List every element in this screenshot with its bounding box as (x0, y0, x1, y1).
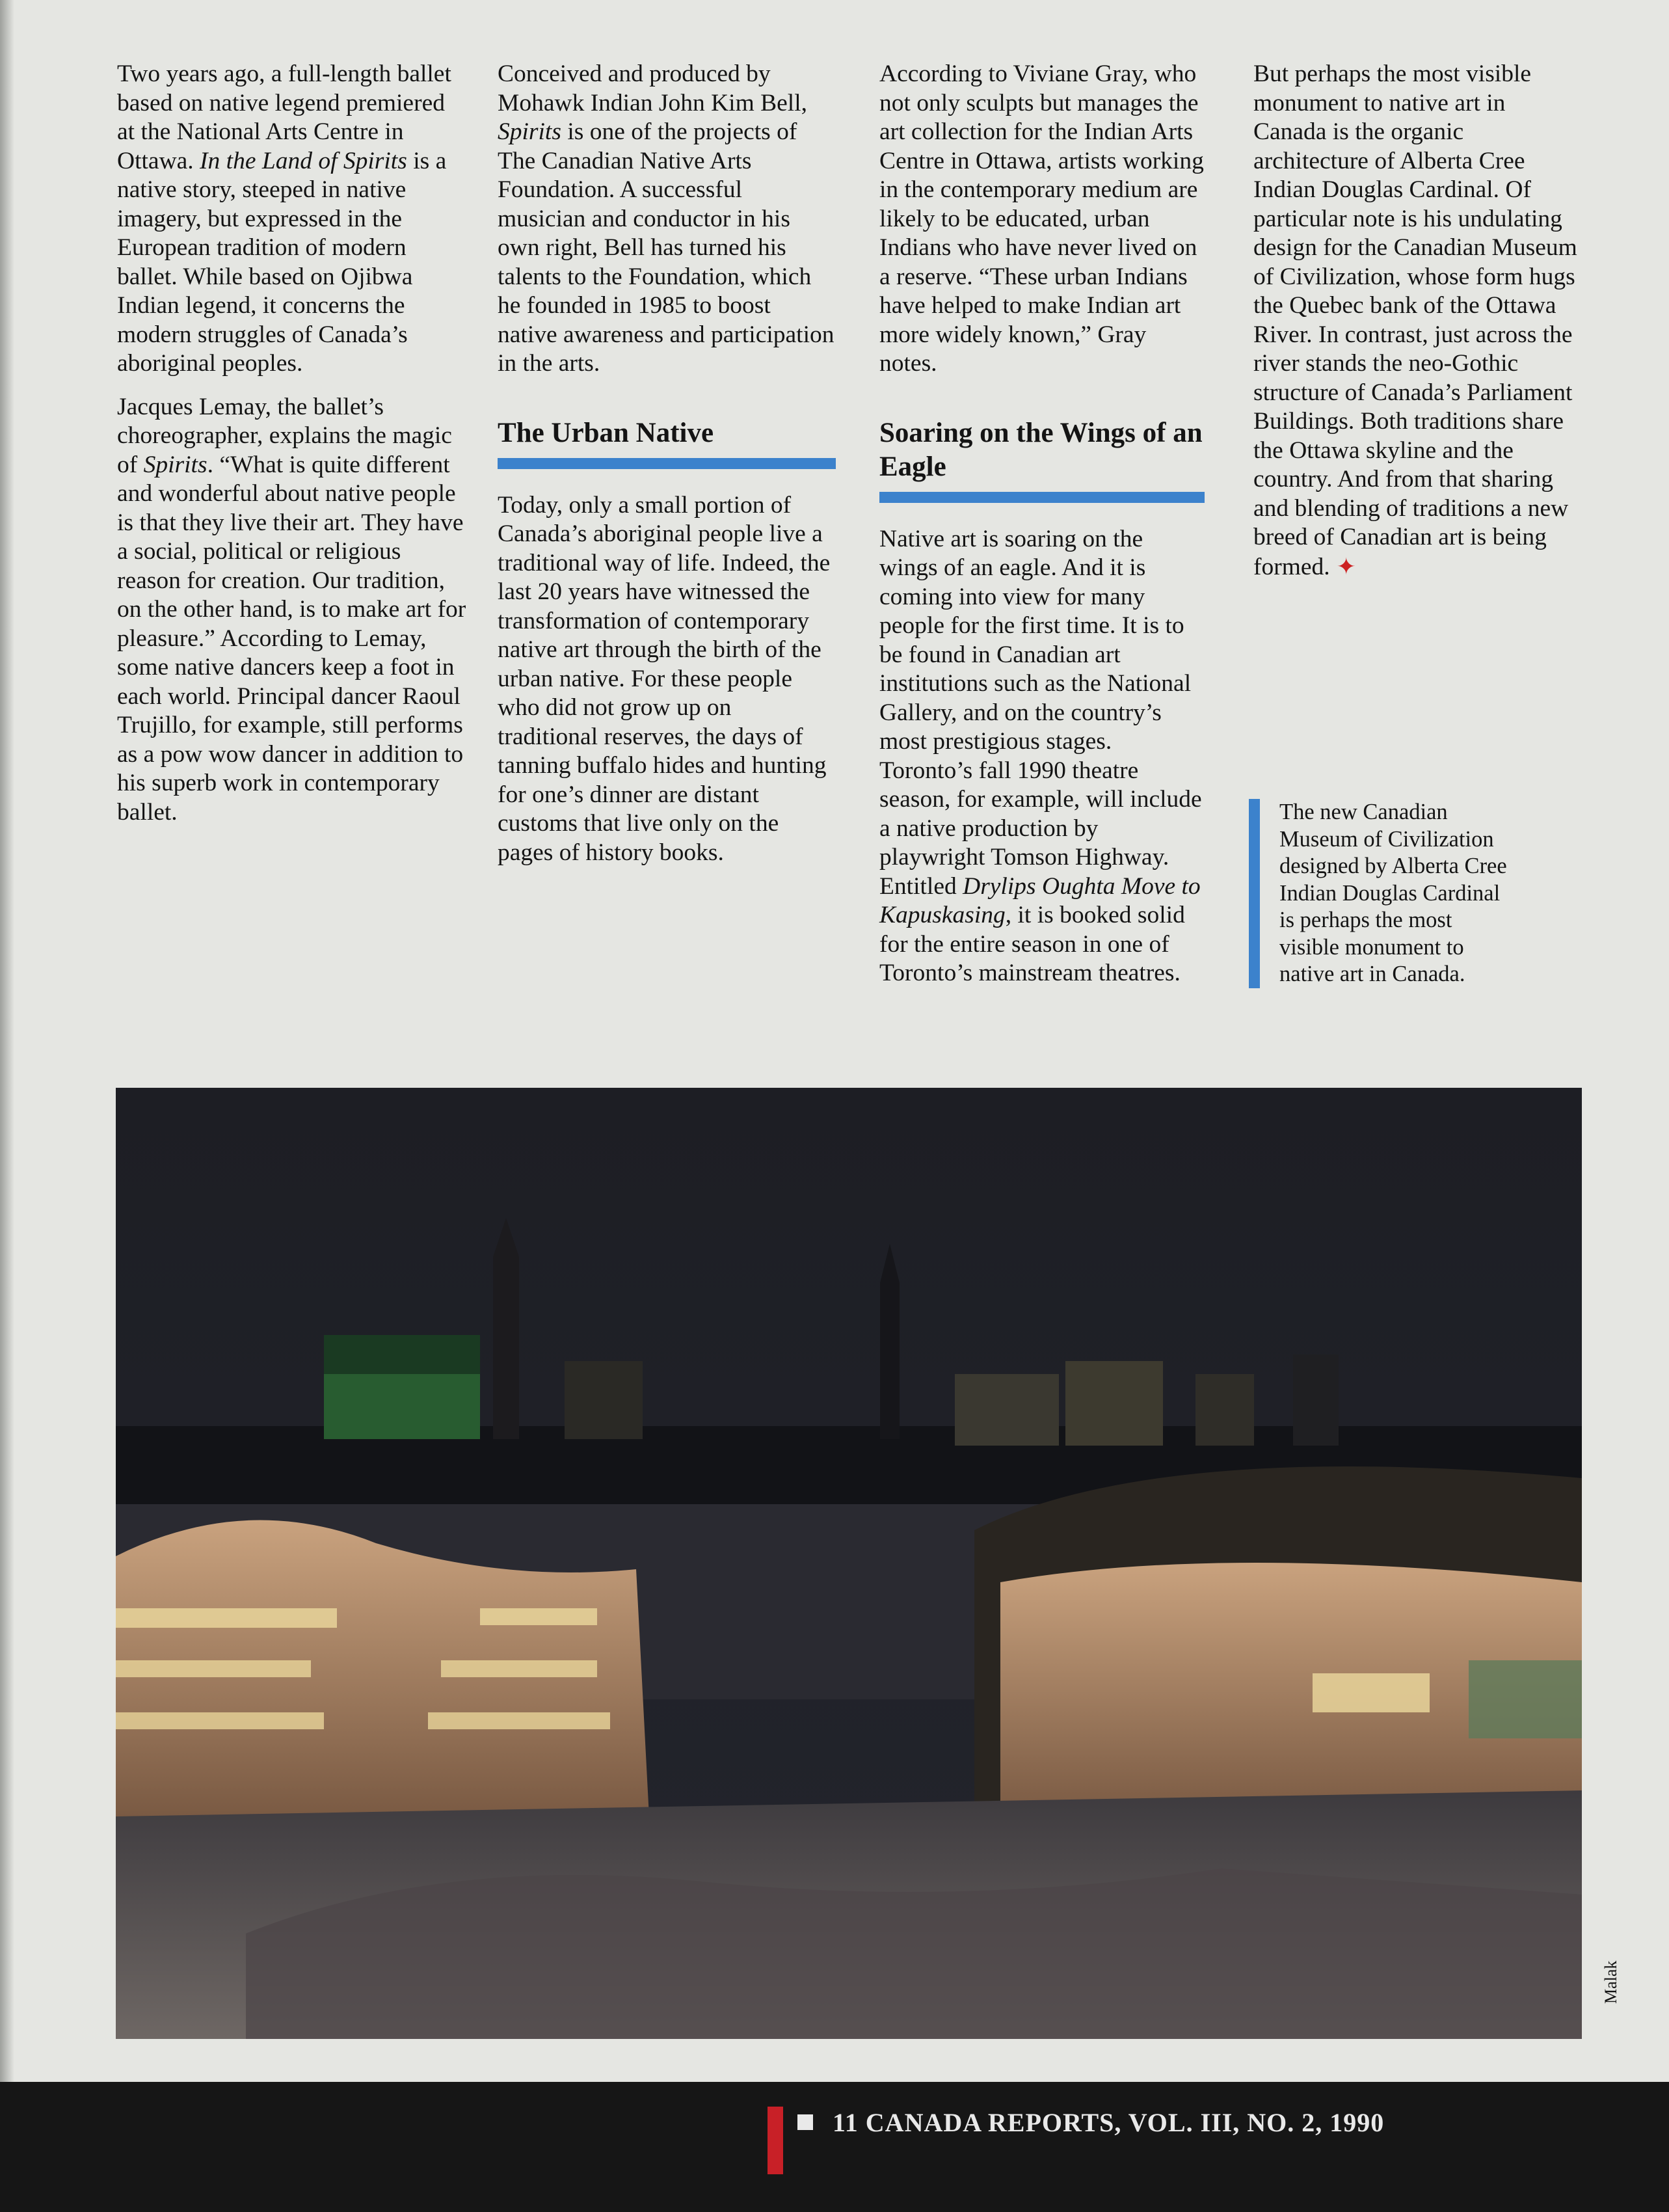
paragraph: But perhaps the most visible monument to native art in Canada is the organic architecture of Alberta Cree Indian Douglas Cardinal. Of particular note is his undulating design for the Canadian Museum of Civilization, whose form hugs the Quebec bank of the Ottawa River. In contrast, just across the river stands the neo-Gothic structure of Canada’s Parliament Buildings. Both traditions share the Ottawa skyline and the country. And from that sharing and blending of traditions a new breed of Canadian art is being formed. ✦ (1253, 61, 1577, 580)
maple-leaf-icon: ✦ (1336, 553, 1356, 580)
article-column-2 (498, 60, 836, 882)
museum-night-photo (116, 1088, 1582, 2039)
footer-red-bar (768, 2107, 783, 2174)
paragraph: Two years ago, a full-length ballet based on native legend premiered at the National Arts Centre in Ottawa. In the Land of Spirits is a native story, steeped in native imagery, but expressed in the European tradition of modern ballet. While based on Ojibwa Indian legend, it concerns the modern struggles of Canada’s aboriginal peoples. (117, 61, 451, 377)
paragraph: Jacques Lemay, the ballet’s choreographer, explains the magic of Spirits. “What is quite different and wonderful about native people is that they live their art. They have a social, political or religious reason for creation. Our tradition, on the other hand, is to make art for pleasure.” According to Lemay, some native dancers keep a foot in each world. Principal dancer Raoul Trujillo, for example, still performs as a pow wow dancer in addition to his superb work in contemporary ballet. (117, 393, 466, 826)
museum-illustration (116, 1088, 1582, 2039)
paragraph: Today, only a small portion of Canada’s aboriginal people live a traditional way of life. Indeed, the last 20 years have witnessed the transformation of contemporary native art through the birth of the urban native. For these people who did not grow up on traditional reserves, the days of tanning buffalo hides and hunting for one’s dinner are distant customs that live only on the pages of history books. (498, 491, 831, 866)
museum-exhibition-wing (974, 1466, 1582, 1816)
article-column-1 (117, 60, 468, 841)
footer-band (0, 2082, 1669, 2212)
photo-caption: The new Canadian Museum of Civilization designed by Alberta Cree Indian Douglas Cardinal is perhaps the most visible monument to native art in Canada. (1249, 799, 1514, 988)
paragraph: According to Viviane Gray, who not only sculpts but manages the art collection for the Indian Arts Centre in Ottawa, artists working in the contemporary medium are likely to be educated, urban Indians who have never lived on a reserve. “These urban Indians have helped to make Indian art more widely known,” Gray notes. (879, 61, 1204, 377)
article-column-4 (1253, 60, 1582, 596)
article-column-3 (879, 60, 1205, 1003)
paragraph: Native art is soaring on the wings of an eagle. And it is coming into view for many people for the first time. It is to be found in Canadian art institutions such as the National Gallery, and on the country’s most prestigious stages. Toronto’s fall 1990 theatre season, for example, will include a native production by playwright Tomson Highway. Entitled Drylips Oughta Move to Kapuskasing, it is booked solid for the entire season in one of Toronto’s mainstream theatres. (879, 525, 1202, 986)
page-footer: 11 CANADA REPORTS, VOL. III, NO. 2, 1990 (833, 2108, 1385, 2137)
section-heading-soaring: Soaring on the Wings of an Eagle (879, 416, 1205, 503)
paragraph: Conceived and produced by Mohawk Indian John Kim Bell, Spirits is one of the projects of The Canadian Native Arts Foundation. A successful musician and conductor in his own right, Bell has turned his talents to the Foundation, which he founded in 1985 to boost native awareness and participation in the arts. (498, 61, 834, 377)
photo-credit: Malak (1601, 1960, 1620, 2004)
section-heading-urban-native: The Urban Native (498, 416, 836, 469)
page-gutter-shadow (0, 0, 14, 2082)
footer-square-icon (797, 2114, 813, 2130)
